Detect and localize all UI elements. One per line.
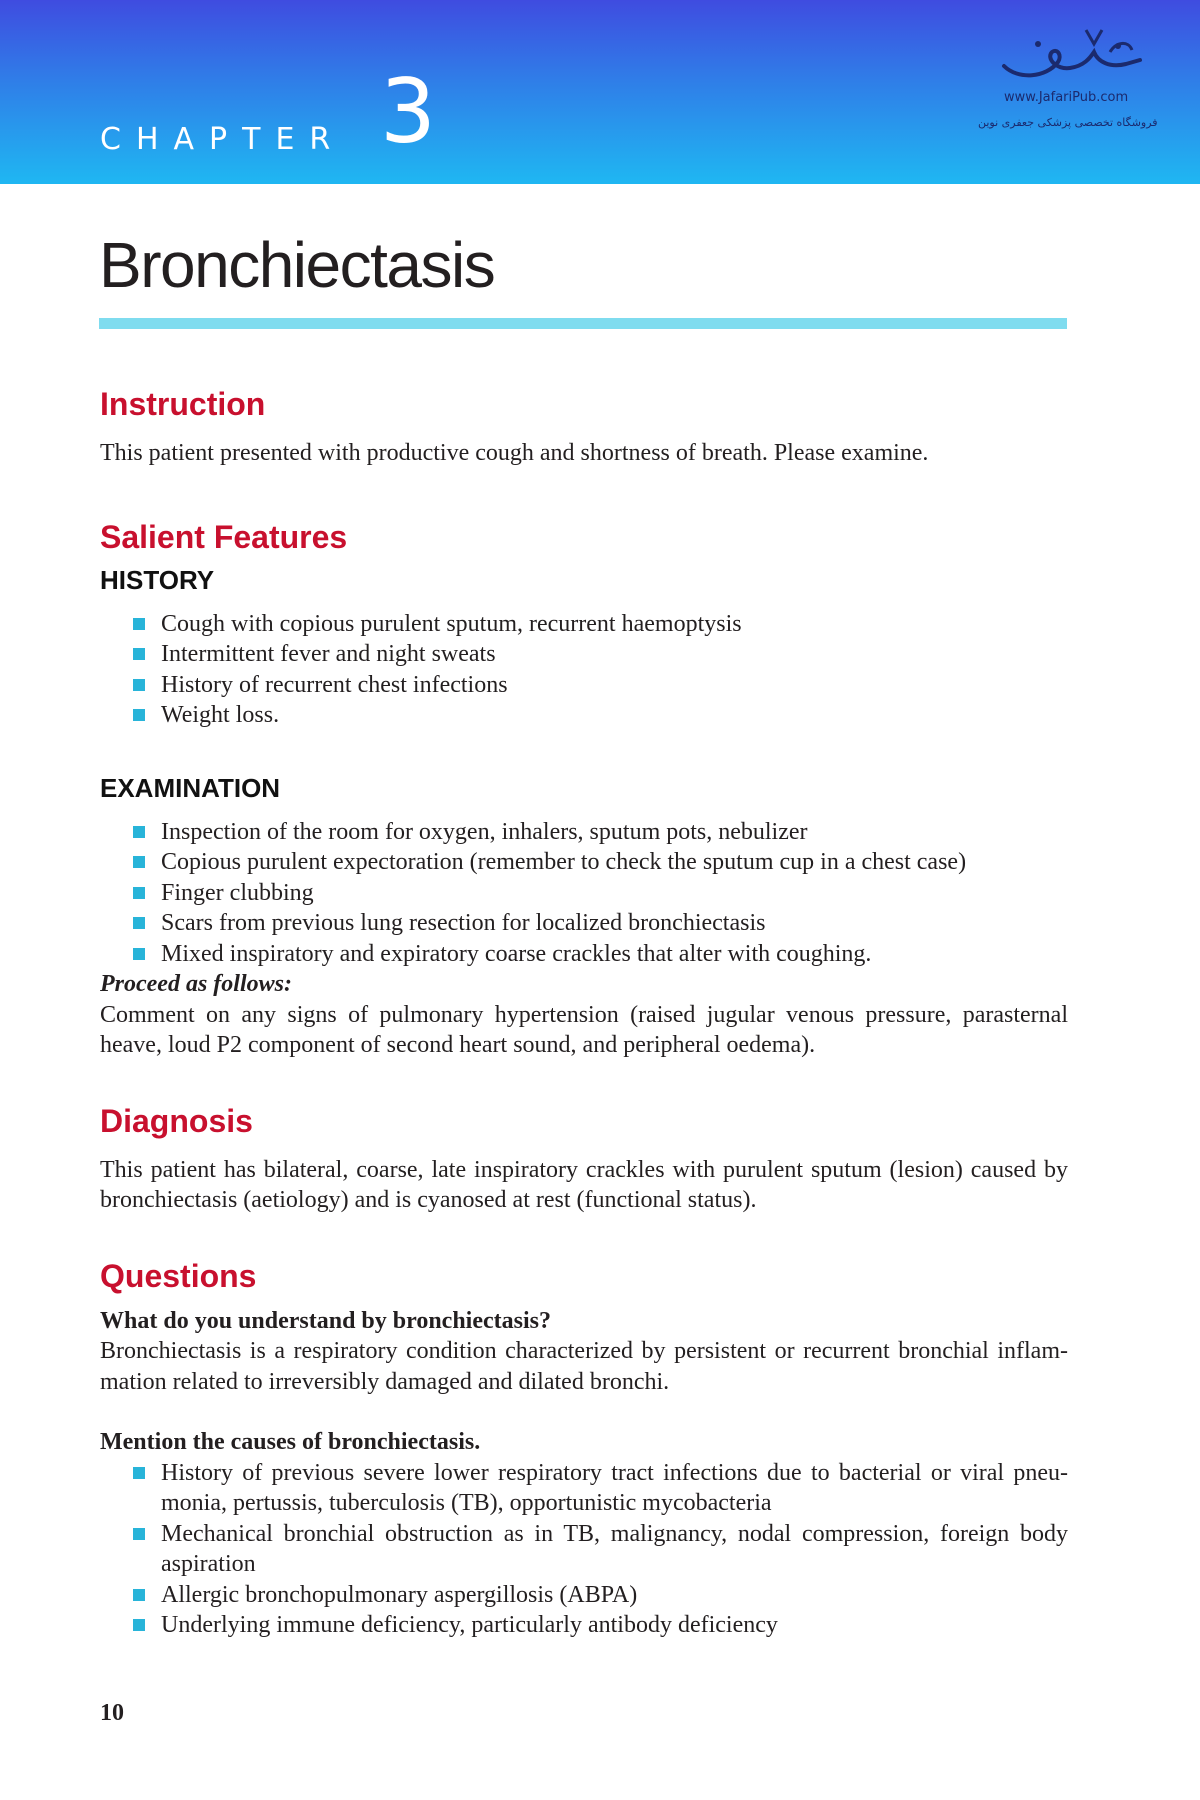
cause-item: Mechanical bronchial obstruction as in TB, malignancy, nodal compression, foreign body aspiration xyxy=(161,1520,1068,1577)
instruction-heading: Instruction xyxy=(100,386,266,422)
logo-subtitle: فروشگاه تخصصی پزشکی جعفری نوین xyxy=(978,116,1158,129)
answer-1: Bronchiectasis is a respiratory condition characterized by persistent or recurrent bronchial inflammation related to irreversibly damaged and dilated bronchi. xyxy=(100,1338,1068,1395)
publisher-logo xyxy=(960,18,1180,140)
bullet-square-icon xyxy=(133,1528,145,1540)
bullet-square-icon xyxy=(133,948,145,960)
bullet-square-icon xyxy=(133,917,145,929)
bullet-square-icon xyxy=(133,648,145,660)
logo-url[interactable]: www.JafariPub.com xyxy=(1004,90,1129,105)
list-item xyxy=(100,847,1068,878)
bullet-square-icon xyxy=(133,826,145,838)
examination-heading: EXAMINATION xyxy=(100,772,281,803)
main-content xyxy=(100,384,1068,1641)
examination-list xyxy=(100,817,1068,970)
list-item xyxy=(100,939,1068,970)
list-item xyxy=(100,1519,1068,1580)
history-item: Cough with copious purulent sputum, recurrent haemoptysis xyxy=(161,610,742,637)
question-1: What do you understand by bronchiectasis? xyxy=(100,1307,551,1334)
cause-item: Allergic bronchopulmonary aspergillosis (ABPA) xyxy=(161,1581,638,1608)
history-list xyxy=(100,609,1068,731)
cause-item: History of previous severe lower respiratory tract infections due to bacterial or viral pneumonia, pertussis, tuberculosis (TB), opportunistic mycobacteria xyxy=(161,1459,1068,1516)
list-item xyxy=(100,639,1068,670)
question-2: Mention the causes of bronchiectasis. xyxy=(100,1429,481,1455)
bullet-square-icon xyxy=(133,709,145,721)
exam-item: Scars from previous lung resection for localized bronchiectasis xyxy=(161,910,766,936)
causes-list xyxy=(100,1458,1068,1641)
bullet-square-icon xyxy=(133,1589,145,1601)
page-number: 10 xyxy=(100,1700,124,1726)
chapter-banner xyxy=(0,0,1200,184)
history-item: History of recurrent chest infections xyxy=(161,671,508,698)
proceed-text: Comment on any signs of pulmonary hypertension (raised jugular venous pressure, parasternal heave, loud P2 component of second heart sound, and peripheral oedema). xyxy=(100,1001,1068,1058)
exam-item: Inspection of the room for oxygen, inhalers, sputum pots, nebulizer xyxy=(161,818,808,845)
history-item: Intermittent fever and night sweats xyxy=(161,641,496,667)
proceed-label: Proceed as follows: xyxy=(100,971,292,997)
questions-heading: Questions xyxy=(100,1257,257,1294)
list-item xyxy=(100,1458,1068,1519)
exam-item: Copious purulent expectoration (remember to check the sputum cup in a chest case) xyxy=(161,849,967,875)
list-item xyxy=(100,908,1068,939)
page-title: Bronchiectasis xyxy=(99,229,495,301)
list-item xyxy=(100,878,1068,909)
list-item xyxy=(100,1610,1068,1641)
bullet-square-icon xyxy=(133,679,145,691)
salient-features-heading: Salient Features xyxy=(100,518,348,555)
chapter-number: 3 xyxy=(380,60,436,163)
calligraphy-logo-icon xyxy=(998,22,1148,86)
diagnosis-heading: Diagnosis xyxy=(100,1102,253,1139)
chapter-label: CHAPTER xyxy=(100,122,346,157)
exam-item: Finger clubbing xyxy=(161,879,314,906)
bullet-square-icon xyxy=(133,1467,145,1479)
history-item: Weight loss. xyxy=(161,702,280,728)
list-item xyxy=(100,609,1068,640)
bullet-square-icon xyxy=(133,887,145,899)
instruction-text: This patient presented with productive cough and shortness of breath. Please examine. xyxy=(100,440,929,466)
bullet-square-icon xyxy=(133,618,145,630)
title-rule xyxy=(99,318,1067,329)
history-heading: HISTORY xyxy=(100,564,215,595)
list-item xyxy=(100,700,1068,731)
bullet-square-icon xyxy=(133,1619,145,1631)
list-item xyxy=(100,817,1068,848)
exam-item: Mixed inspiratory and expiratory coarse crackles that alter with coughing. xyxy=(161,940,872,967)
diagnosis-text: This patient has bilateral, coarse, late inspiratory crackles with purulent sputum (lesion) caused by bronchiectasis (aetiology) and is cyanosed at rest (functional status). xyxy=(100,1156,1068,1213)
list-item xyxy=(100,1580,1068,1611)
list-item xyxy=(100,670,1068,701)
cause-item: Underlying immune deficiency, particularly antibody deficiency xyxy=(161,1612,778,1638)
bullet-square-icon xyxy=(133,856,145,868)
